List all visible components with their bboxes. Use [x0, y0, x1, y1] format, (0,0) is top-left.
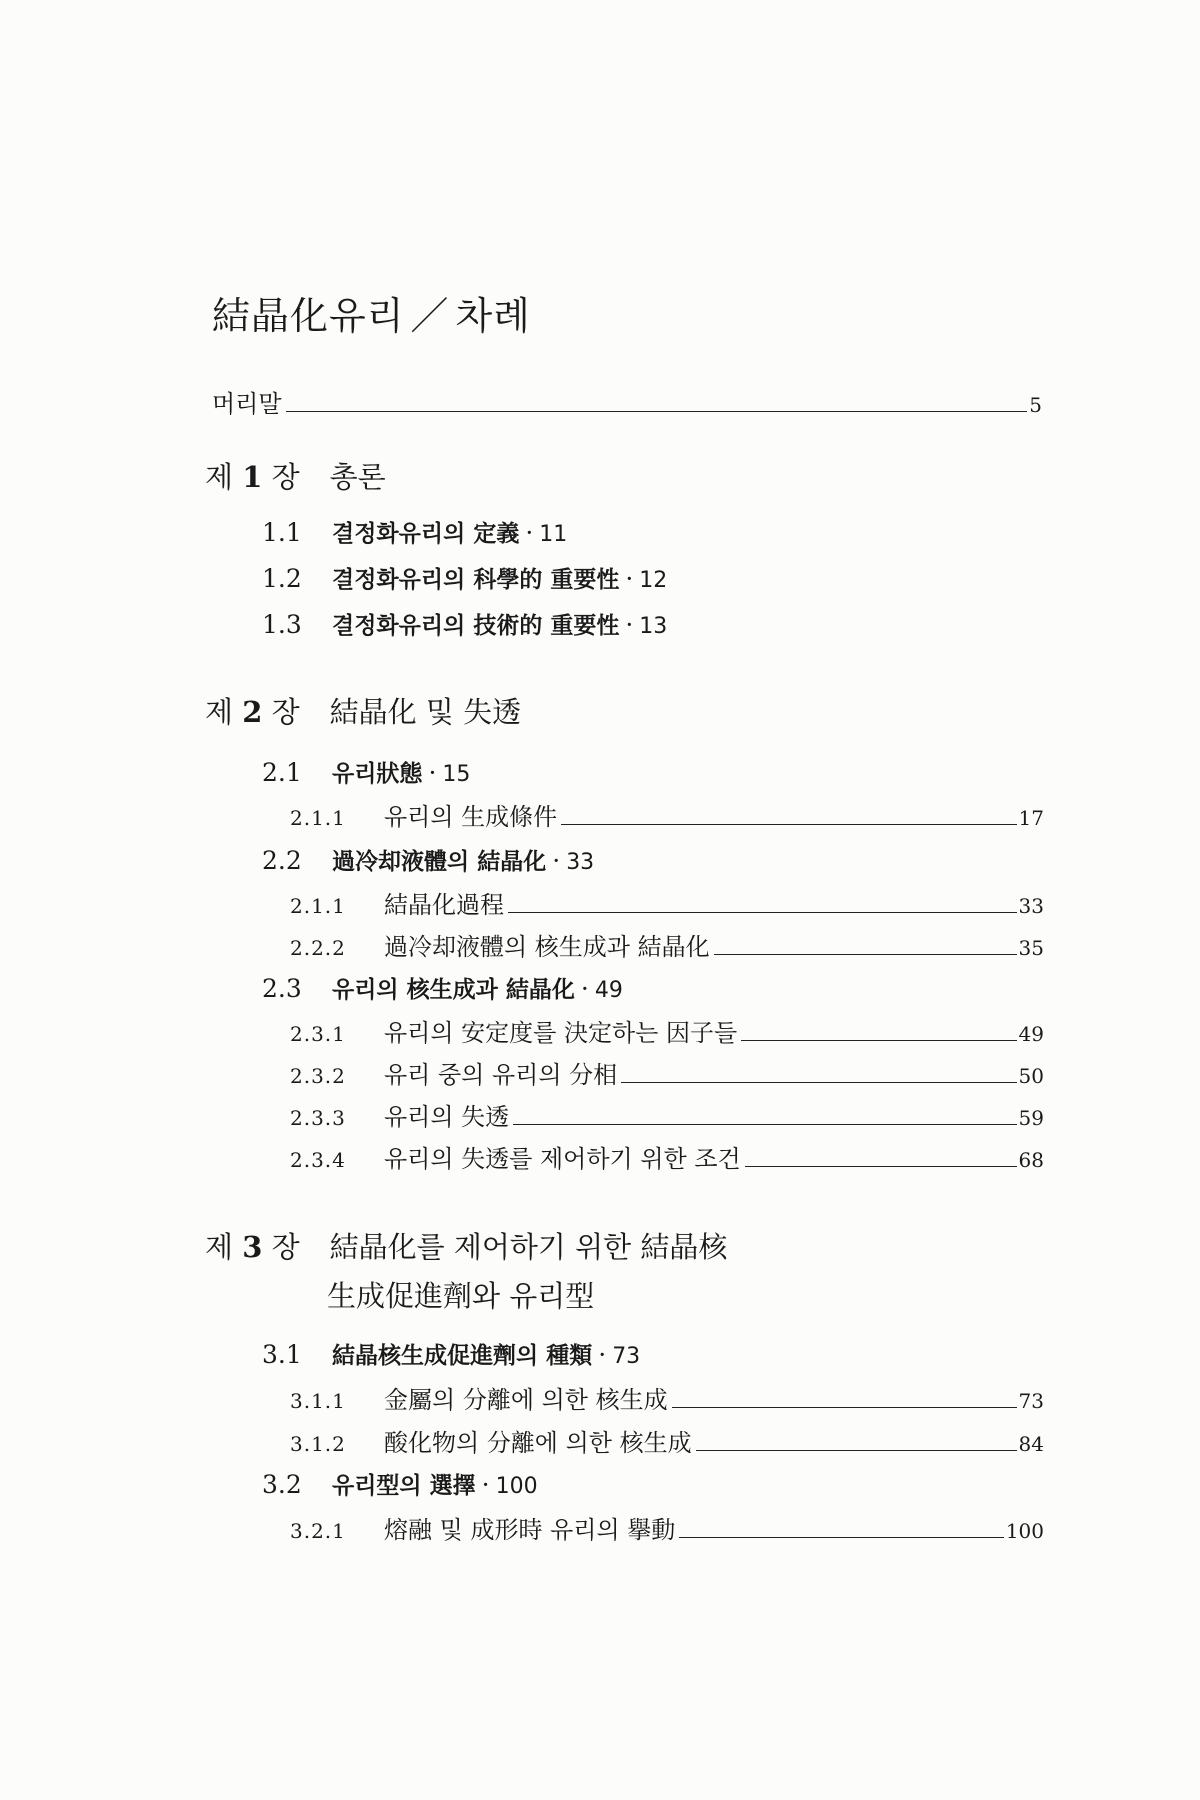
section-number: 2.3 — [262, 974, 302, 1003]
subsection-number: 2.1.1 — [290, 806, 346, 830]
chapter-title: 총론 — [329, 460, 386, 494]
section-entry[interactable]: 2.3 유리의 核生成과 結晶化 · 49 — [262, 974, 623, 1003]
entry-page: 5 — [1029, 393, 1042, 417]
dot-leader — [745, 1165, 1017, 1167]
subsection-number: 3.1.2 — [290, 1432, 346, 1456]
subsection-number: 2.3.3 — [290, 1106, 346, 1130]
subsection-entry[interactable] — [290, 1013, 1044, 1048]
subsection-entry[interactable] — [290, 1055, 1044, 1090]
subsection-number: 2.3.2 — [290, 1064, 346, 1088]
subsection-entry[interactable] — [290, 1423, 1044, 1458]
subsection-page: 49 — [1018, 1022, 1044, 1046]
section-page: 11 — [539, 522, 568, 547]
page-title — [212, 285, 531, 340]
subsection-entry[interactable] — [290, 885, 1044, 920]
subsection-page: 100 — [1005, 1519, 1044, 1543]
entry-title: 머리말 — [212, 390, 282, 418]
section-title: 결정화유리의 定義 — [332, 521, 520, 547]
section-page: 73 — [612, 1344, 641, 1369]
section-entry[interactable]: 2.1 유리狀態 · 15 — [262, 758, 471, 787]
subsection-title: 酸化物의 分離에 의한 核生成 — [384, 1429, 692, 1457]
section-number: 3.1 — [262, 1340, 302, 1369]
title-sub: 차례 — [455, 294, 531, 338]
section-entry[interactable]: 1.3 결정화유리의 技術的 重要性 · 13 — [262, 610, 668, 639]
section-number: 3.2 — [262, 1470, 302, 1499]
subsection-page: 59 — [1018, 1106, 1044, 1130]
subsection-entry[interactable] — [290, 1380, 1044, 1415]
section-title: 유리의 核生成과 結晶化 — [332, 977, 575, 1003]
subsection-entry[interactable] — [290, 1139, 1044, 1174]
subsection-page: 68 — [1018, 1148, 1044, 1172]
section-number: 2.2 — [262, 846, 302, 875]
subsection-page: 33 — [1018, 894, 1044, 918]
subsection-page: 84 — [1018, 1432, 1044, 1456]
dot-leader — [714, 953, 1017, 955]
dot-leader — [741, 1039, 1016, 1041]
section-page: 33 — [566, 850, 595, 875]
dot-leader — [508, 911, 1017, 913]
subsection-title: 유리의 安定度를 決定하는 因子들 — [384, 1019, 738, 1047]
chapter-heading-1[interactable] — [205, 455, 386, 496]
subsection-number: 2.2.2 — [290, 936, 346, 960]
section-entry[interactable]: 1.1 결정화유리의 定義 · 11 — [262, 518, 568, 547]
section-entry[interactable]: 1.2 결정화유리의 科學的 重要性 · 12 — [262, 564, 668, 593]
chapter-title: 結晶化를 제어하기 위한 結晶核 — [329, 1230, 728, 1264]
dot-leader — [679, 1536, 1004, 1538]
title-separator: ／ — [410, 294, 450, 338]
subsection-title: 熔融 및 成形時 유리의 擧動 — [384, 1516, 676, 1544]
subsection-title: 結晶化過程 — [384, 891, 504, 919]
section-page: 49 — [594, 978, 623, 1003]
dot-leader — [672, 1406, 1017, 1408]
dot-leader — [561, 823, 1016, 825]
subsection-title: 유리의 生成條件 — [384, 803, 558, 831]
section-title: 유리型의 選擇 — [332, 1473, 476, 1499]
chapter-number: 제 2 장 — [205, 695, 300, 729]
subsection-page: 50 — [1018, 1064, 1044, 1088]
subsection-title: 金屬의 分離에 의한 核生成 — [384, 1386, 668, 1414]
section-number: 1.3 — [262, 610, 302, 639]
section-title: 결정화유리의 科學的 重要性 — [332, 567, 620, 593]
dot-leader — [286, 410, 1028, 412]
section-entry[interactable]: 3.1 結晶核生成促進劑의 種類 · 73 — [262, 1340, 641, 1369]
section-title: 過冷却液體의 結晶化 — [332, 849, 547, 875]
subsection-number: 2.1.1 — [290, 894, 346, 918]
chapter-number: 제 3 장 — [205, 1230, 300, 1264]
section-page: 13 — [639, 614, 668, 639]
chapter-number: 제 1 장 — [205, 460, 300, 494]
section-number: 1.1 — [262, 518, 302, 547]
subsection-title: 유리의 失透 — [384, 1103, 510, 1131]
section-title: 結晶核生成促進劑의 種類 — [332, 1343, 593, 1369]
chapter-heading-3[interactable] — [205, 1225, 727, 1315]
subsection-page: 17 — [1018, 806, 1044, 830]
section-entry[interactable]: 3.2 유리型의 選擇 · 100 — [262, 1470, 538, 1499]
subsection-number: 3.2.1 — [290, 1519, 346, 1543]
subsection-number: 2.3.4 — [290, 1148, 346, 1172]
section-number: 2.1 — [262, 758, 302, 787]
subsection-entry[interactable] — [290, 1097, 1044, 1132]
title-main: 結晶化유리 — [212, 294, 405, 338]
subsection-title: 유리의 失透를 제어하기 위한 조건 — [384, 1145, 741, 1173]
subsection-entry[interactable] — [290, 1510, 1044, 1545]
section-title: 결정화유리의 技術的 重要性 — [332, 613, 620, 639]
dot-leader — [513, 1123, 1016, 1125]
section-page: 100 — [495, 1474, 538, 1499]
dot-leader — [696, 1449, 1017, 1451]
subsection-page: 35 — [1018, 936, 1044, 960]
section-page: 15 — [442, 762, 471, 787]
subsection-page: 73 — [1018, 1389, 1044, 1413]
section-entry[interactable]: 2.2 過冷却液體의 結晶化 · 33 — [262, 846, 595, 875]
chapter-title: 結晶化 및 失透 — [329, 695, 522, 729]
toc-entry-preface[interactable] — [212, 384, 1042, 419]
subsection-number: 2.3.1 — [290, 1022, 346, 1046]
chapter-heading-2[interactable] — [205, 690, 521, 731]
subsection-title: 過冷却液體의 核生成과 結晶化 — [384, 933, 710, 961]
section-number: 1.2 — [262, 564, 302, 593]
section-title: 유리狀態 — [332, 761, 423, 787]
subsection-title: 유리 중의 유리의 分相 — [384, 1061, 618, 1089]
subsection-entry[interactable] — [290, 797, 1044, 832]
dot-leader — [621, 1081, 1016, 1083]
section-page: 12 — [639, 568, 668, 593]
subsection-entry[interactable] — [290, 927, 1044, 962]
subsection-number: 3.1.1 — [290, 1389, 346, 1413]
chapter-title-line2: 生成促進劑와 유리型 — [327, 1279, 595, 1313]
